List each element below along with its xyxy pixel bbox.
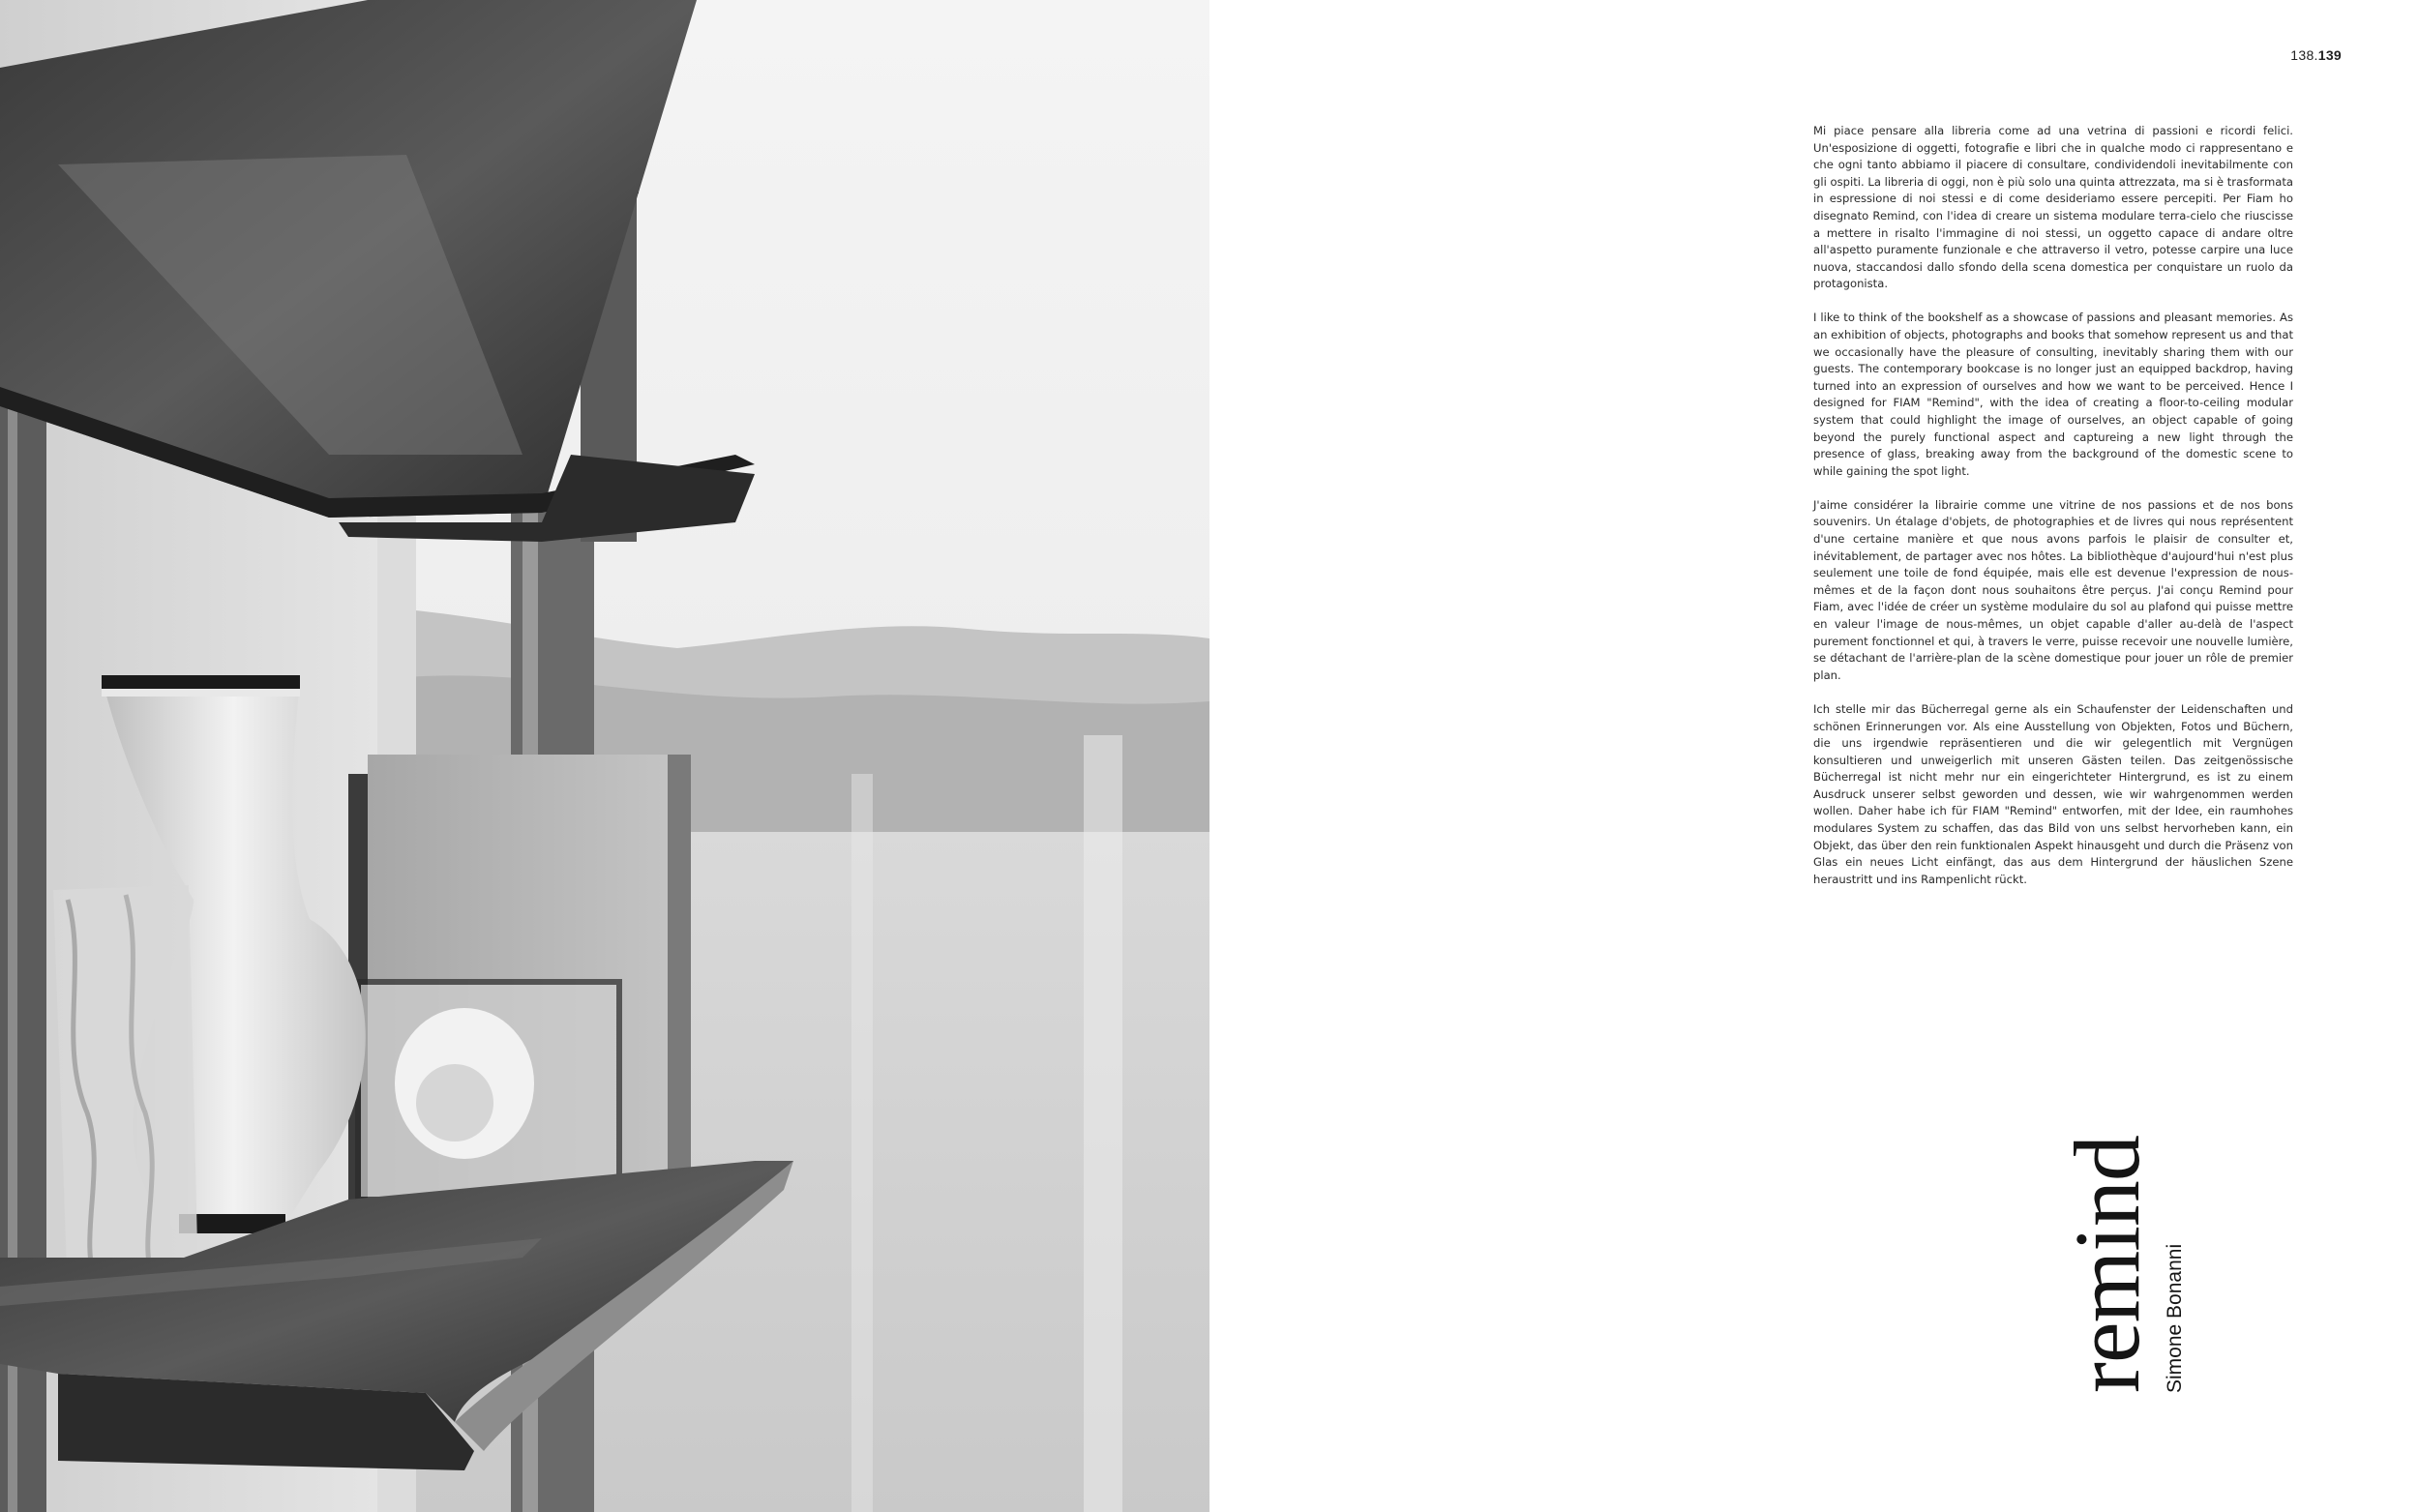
product-title: remind xyxy=(2055,1136,2159,1393)
paragraph-german: Ich stelle mir das Bücherregal gerne als ein Schaufenster der Leidenschaften und schönen Erinnerungen vor. Als eine Ausstellung von Objekten, Fotos und Büchern, die uns irgendwie repräsentieren und die wir gelegentlich mit Vergnügen konsultieren und unweigerlich mit unseren Gästen teilen. Das zeitgenössische Bücherregal ist nicht mehr nur ein eingerichteter Hintergrund, es ist zu einem Ausdruck unserer selbst geworden und dessen, wie wir wahrgenommen werden wollen. Daher habe ich für FIAM "Remind" entworfen, mit der Idee, ein raumhohes modulares System zu schaffen, das das Bild von uns selbst hervorheben kann, ein Objekt, das über den rein funktionalen Aspekt hinausgeht und durch die Präsenz von Glas ein neues Licht einfängt, das aus dem Hintergrund der häuslichen Szene heraustritt und ins Rampenlicht rückt. xyxy=(1813,701,2293,886)
paragraph-italian: Mi piace pensare alla libreria come ad una vetrina di passioni e ricordi felici. Un'esposizione di oggetti, fotografie e libri che in qualche modo ci rappresentano e che ogni tanto abbiamo il piacere di consultare, condividendoli inevitabilmente con gli ospiti. La libreria di oggi, non è più solo una quinta attrezzata, ma si è trasformata in espressione di noi stessi e di come desideriamo essere percepiti. Per Fiam ho disegnato Remind, con l'idea di creare un sistema modulare terra-cielo che riuscisse a mettere in risalto l'immagine di noi stessi, un oggetto capace di andare oltre all'aspetto puramente funzionale e che attraverso il vetro, potesse carpire una luce nuova, staccandosi dallo sfondo della scena domestica per conquistare un ruolo da protagonista. xyxy=(1813,124,2293,291)
page-number xyxy=(2290,47,2342,63)
title-rotated xyxy=(2055,1136,2255,1393)
page-number-left: 138. xyxy=(2290,47,2318,63)
paragraph-french: J'aime considérer la librairie comme une vitrine de nos passions et de nos bons souvenirs. Un étalage d'objets, de photographies et de livres qui nous représentent d'une certaine manière et que nous avons parfois le plaisir de consulter et, inévitablement, de partager avec nos hôtes. La bibliothèque d'aujourd'hui n'est plus seulement une toile de fond équipée, mais elle est devenue l'expression de nous-mêmes et de la façon dont nous souhaitons être perçus. J'ai conçu Remind pour Fiam, avec l'idée de créer un système modulaire du sol au plafond qui puisse mettre en valeur l'image de nous-mêmes, un objet capable d'aller au-delà de l'aspect purement fonctionnel et qui, à travers le verre, puisse recevoir une nouvelle lumière, se détachant de l'arrière-plan de la scène domestique pour jouer un rôle de premier plan. xyxy=(1813,497,2293,682)
article-text xyxy=(1813,123,2293,905)
title-block xyxy=(2055,1136,2313,1393)
designer-name: Simone Bonanni xyxy=(2164,1243,2186,1393)
paragraph-english: I like to think of the bookshelf as a showcase of passions and pleasant memories. As an exhibition of objects, photographs and books that somehow represent us and that we occasionally have the pleasure of consulting, inevitably sharing them with our guests. The contemporary bookcase is no longer just an equipped backdrop, having turned into an expression of ourselves and how we want to be perceived. Hence I designed for FIAM "Remind", with the idea of creating a floor-to-ceiling modular system that could highlight the image of ourselves, an object capable of going beyond the purely functional aspect and captureing a new light through the presence of glass, breaking away from the background of the domestic scene to while gaining the spot light. xyxy=(1813,311,2293,478)
page-number-right: 139 xyxy=(2317,47,2342,63)
